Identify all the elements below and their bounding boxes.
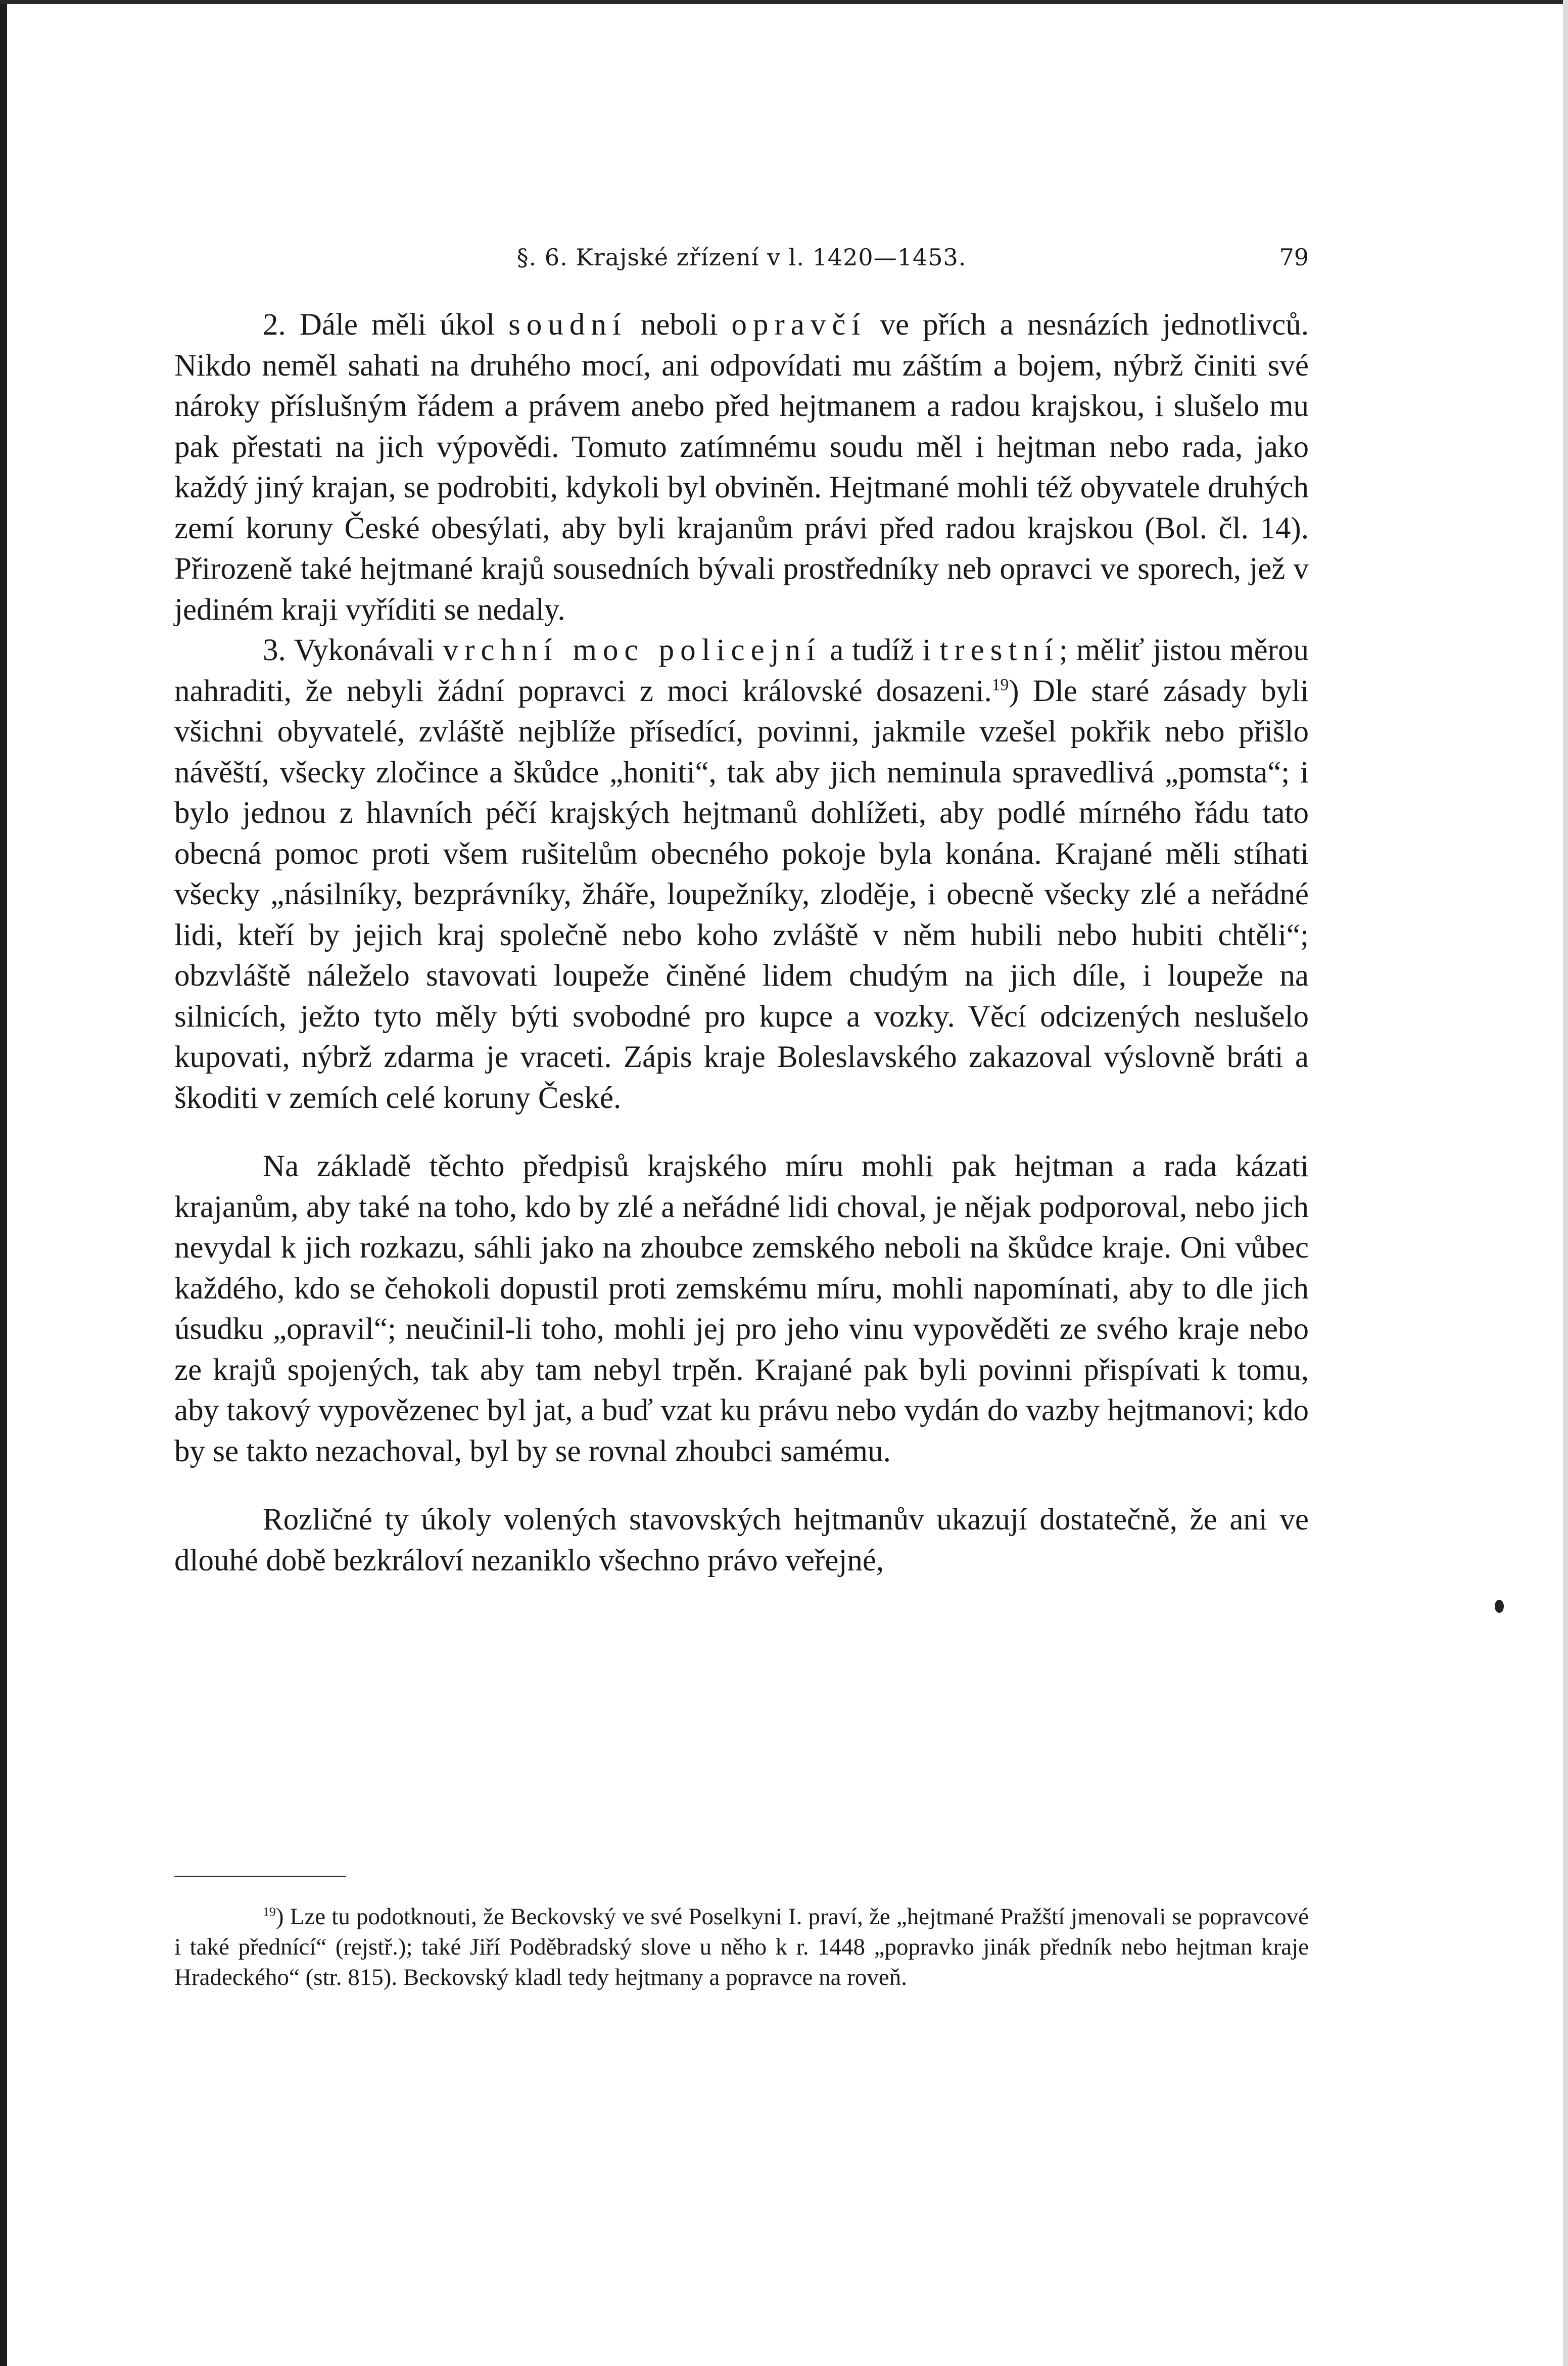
footnote-paragraph [174,1901,1309,1992]
paragraph-3: Na základě těchto předpisů krajského míru mohli pak hejtman a rada kázati krajanům, aby také na toho, kdo by zlé a neřádné lidi choval, je nějak podporoval, nebo jich nevydal k jich rozkazu, sáhli jako na zhoubce zemského neboli na škůdce kraje. Oni vůbec každého, kdo se čehokoli dopustil proti zemskému míru, mohli napomínati, aby to dle jich úsudku „opravil“; neučinil-li toho, mohli jej pro jeho vinu vypověděti ze svého kraje nebo ze krajů spojených, tak aby tam nebyl trpěn. Krajané pak byli povinni přispívati k tomu, aby takový vypovězenec byl jat, a buď vzat ku právu nebo vydán do vazby hejtmanovi; kdo by se takto nezachoval, byl by se rovnal zhoubci samému. [174,1149,1309,1468]
paragraph-4: Rozličné ty úkoly volených stavovských hejtmanův ukazují dostatečně, že ani ve dlouhé době bezkráloví nezaniklo všechno právo veřejné, [174,1503,1309,1578]
main-text [174,305,1309,1581]
page-header [174,244,1309,279]
footnote-marker: 19 [263,1904,276,1919]
page-number: 79 [1279,244,1309,271]
emphasis-trestni: trestní [939,633,1059,667]
paragraph-2-before-note: ; měliť jistou měrou nahraditi, že nebyli žádní popravci z moci královské dosazeni. [174,633,1309,708]
running-title: §. 6. Krajské zřízení v l. 1420—1453. [516,244,967,271]
paragraph-2-mid: a tudíž i [821,633,940,667]
scan-right-edge [1563,0,1568,2366]
emphasis-vrchni-moc: vrchní moc policejní [443,633,822,667]
footnote-reference[interactable]: 19 [991,675,1009,694]
paragraph-1 [174,305,1309,630]
emphasis-soudni: soudní [508,308,627,342]
scan-top-edge [0,0,1568,4]
paragraph-2-rest: ) Dle staré zásady byli všichni obyvatelé, zvláště nejblíže přísedící, povinni, jakmile vzešel pokřik nebo přišlo návěští, všecky zločince a škůdce „honiti“, tak aby jich neminula spravedlivá „pomsta“; i bylo jednou z hlavních péčí krajských hejtmanů dohlížeti, aby podlé mírného řádu tato obecná pomoc proti všem rušitelům obecného pokoje byla konána. Krajané měli stíhati všecky „násilníky, bezprávníky, žháře, loupežníky, zloděje, i obecně všecky zlé a neřádné lidi, kteří by jejich kraj společně nebo koho zvláště v něm hubili nebo hubiti chtěli“; obzvláště náleželo stavovati loupeže činěné lidem chudým na jich díle, i loupeže na silnicích, ježto tyto měly býti svobodné pro kupce a vozky. Věcí odcizených neslušelo kupovati, nýbrž zdarma je vraceti. Zápis kraje Boleslavského zakazoval výslovně bráti a škoditi v zemích celé koruny České. [174,674,1309,1115]
ink-speck [1495,1600,1504,1613]
paragraph-2-lead: 3. Vykonávali [263,633,443,667]
footnote-text: ) Lze tu podotknouti, že Beckovský ve své Poselkyni I. praví, že „hejtmané Pražští jmenovali se popravcové i také přednící“ (rejstř.); také Jiří Poděbradský slove u něho k r. 1448 „popravko jinák předník nebo hejtman kraje Hradeckého“ (str. 815). Beckovský kladl tedy hejtmany a popravce na roveň. [174,1904,1309,1990]
footnote [174,1901,1309,1992]
emphasis-opravci: opravčí [731,308,867,342]
paragraph-1-lead: 2. Dále měli úkol [263,308,509,342]
paragraph-1-mid: neboli [627,308,732,342]
paragraph-2 [174,630,1309,1119]
footnote-separator [174,1876,346,1877]
paragraph-1-rest: ve přích a nesnázích jednotlivců. Nikdo neměl sahati na druhého mocí, ani odpovídati mu záštím a bojem, nýbrž činiti své nároky příslušným řádem a právem anebo před hejtmanem a radou krajskou, i slušelo mu pak přestati na jich výpovědi. Tomuto zatímnému soudu měl i hejtman nebo rada, jako každý jiný krajan, se podrobiti, kdykoli byl obviněn. Hejtmané mohli též obyvatele druhých zemí koruny České obesýlati, aby byli krajanům právi před radou krajskou (Bol. čl. 14). Přirozeně také hejtmané krajů sousedních bývali prostředníky neb opravci ve sporech, jež v jediném kraji vyříditi se nedaly. [174,308,1309,627]
scan-left-edge [0,0,7,2366]
